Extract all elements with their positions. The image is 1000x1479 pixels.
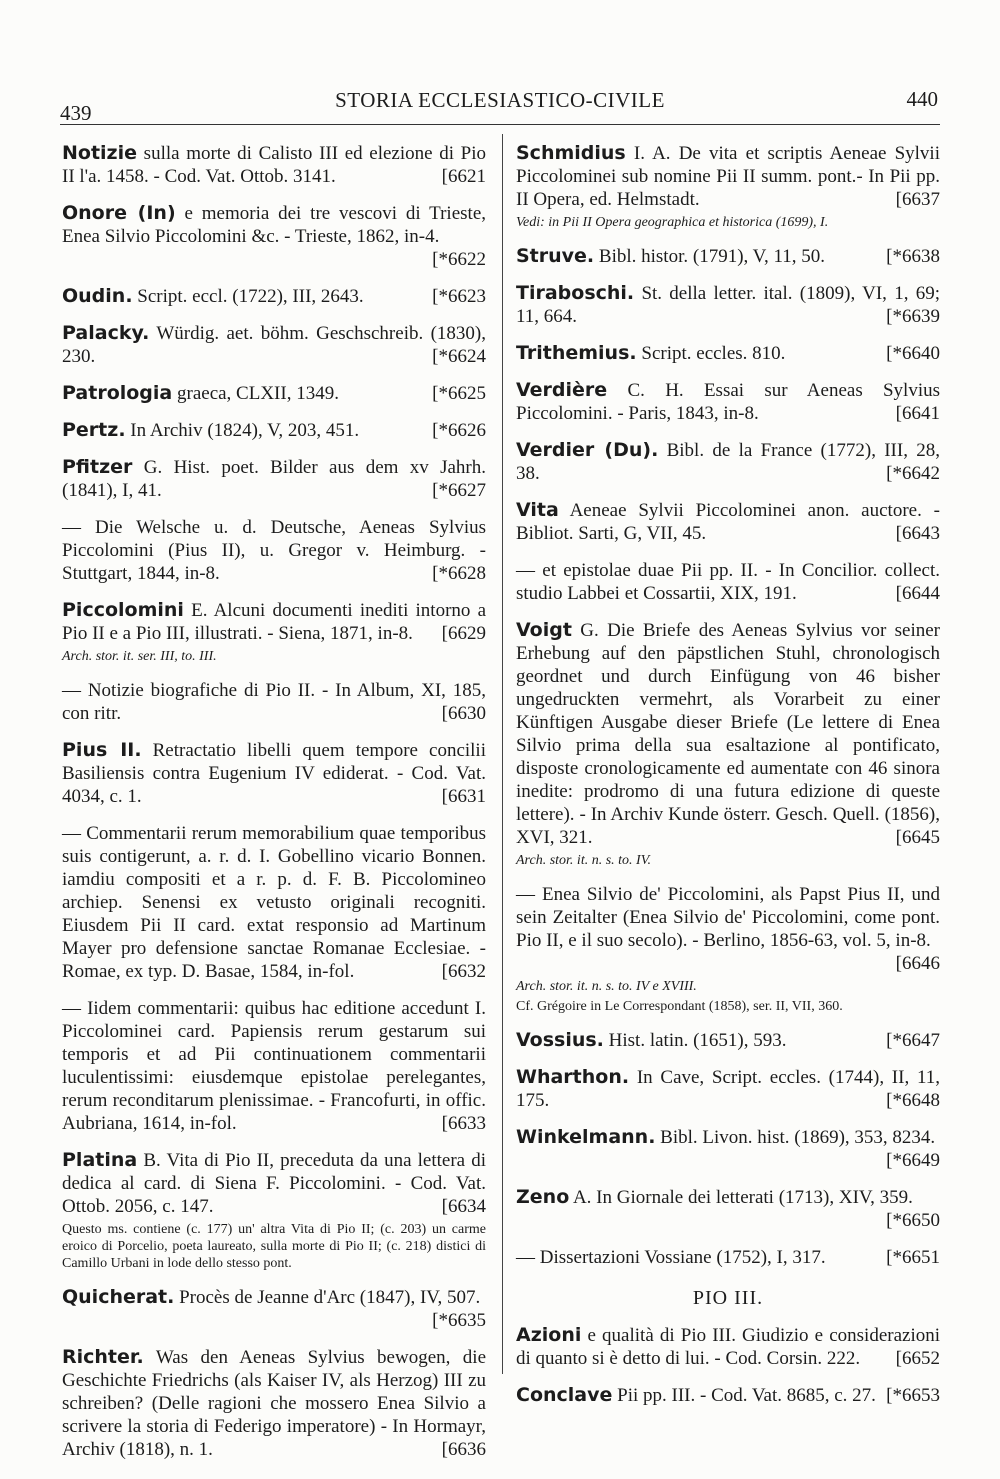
entry-body (516, 1126, 940, 1172)
entry-body (62, 516, 486, 585)
entry-heading: Voigt (516, 619, 572, 641)
entry-heading: Vossius. (516, 1029, 604, 1051)
entry-heading: Oudin. (62, 285, 133, 307)
entry-text: Retractatio libelli quem tempore concilii Basiliensis contra Eugenium IV ediderat. - Cod. Vat. 4034, c. 1. (62, 740, 486, 807)
entry-text: Bibl. Livon. hist. (1869), 353, 8234. (660, 1127, 936, 1148)
entry-body (62, 599, 486, 645)
bibliography-entry (516, 559, 940, 605)
entry-heading: Conclave (516, 1384, 613, 1406)
entry-body (516, 619, 940, 849)
entry-heading: Onore (In) (62, 202, 176, 224)
bibliography-entry (516, 619, 940, 869)
entry-note: Cf. Grégoire in Le Correspondant (1858), ser. II, VII, 360. (516, 999, 843, 1014)
page-number-left: 439 (60, 101, 92, 125)
entry-text: Was den Aeneas Sylvius bewogen, die Geschichte Friedrichs (als Kaiser IV, als Herzog) III zu schreiben? (Delle ragioni che mossero Enea Silvio a scrivere la storia di Federigo imperatore) - In Hormayr, Archiv (1818), n. 1. (62, 1347, 486, 1460)
entry-number: [6644 (895, 583, 940, 604)
entry-heading: Vita (516, 499, 559, 521)
bibliography-entry (62, 822, 486, 983)
bibliography-entry (62, 599, 486, 665)
bibliography-entry (62, 456, 486, 502)
column-divider (502, 134, 503, 1374)
bibliography-entry (62, 1149, 486, 1272)
entry-number: [6646 (895, 953, 940, 974)
entry-body (516, 342, 940, 365)
page-number-right: 440 (906, 87, 938, 111)
entry-heading: Zeno (516, 1186, 570, 1208)
entry-number: [*6642 (886, 463, 940, 484)
entry-body (62, 142, 486, 188)
entry-heading: Azioni (516, 1324, 582, 1346)
bibliography-entry (516, 499, 940, 545)
entry-body (62, 456, 486, 502)
entry-text: A. In Giornale dei letterati (1713), XIV, 359. (572, 1187, 913, 1208)
entry-text: — Enea Silvio de' Piccolomini, als Papst Pius II, und sein Zeitalter (Enea Silvio de' Piccolomini, come pont. Pio II, e il suo secolo). - Berlino, 1856-63, vol. 5, in-8. (516, 884, 940, 951)
entry-body (516, 245, 940, 268)
bibliography-entry (516, 1246, 940, 1269)
entry-text: G. Hist. poet. Bilder aus dem xv Jahrh. (1841), I, 41. (62, 457, 487, 501)
entry-heading: Platina (62, 1149, 138, 1171)
entry-heading: Patrologia (62, 382, 173, 404)
entry-heading: Pfitzer (62, 456, 133, 478)
entry-body (516, 499, 940, 545)
entry-text: Procès de Jeanne d'Arc (1847), IV, 507. (179, 1287, 481, 1308)
entry-text: Script. eccles. 810. (641, 343, 786, 364)
header-rule (60, 124, 940, 125)
entry-heading: Tiraboschi. (516, 282, 635, 304)
bibliography-entry (62, 1346, 486, 1461)
entry-text: — Dissertazioni Vossiane (1752), I, 317. (516, 1247, 826, 1268)
entry-number: [*6635 (432, 1310, 486, 1331)
entry-body (62, 419, 486, 442)
entry-body (516, 439, 940, 485)
entry-number: [6632 (441, 961, 486, 982)
entry-number: [*6626 (432, 420, 486, 441)
entry-number: [*6648 (886, 1090, 940, 1111)
bibliography-entry (516, 379, 940, 425)
entry-number: [6652 (895, 1348, 940, 1369)
bibliography-entry (62, 142, 486, 188)
entry-heading: Notizie (62, 142, 138, 164)
entry-text: In Cave, Script. eccles. (1744), II, 11, 175. (516, 1067, 940, 1111)
bibliography-entry (516, 142, 940, 231)
entry-number: [6637 (895, 189, 940, 210)
entry-number: [6634 (441, 1196, 486, 1217)
bibliography-entry (62, 679, 486, 725)
entry-number: [*6650 (886, 1210, 940, 1231)
entry-note: Arch. stor. it. n. s. to. IV e XVIII. (516, 979, 697, 994)
bibliography-entry (516, 1029, 940, 1052)
entry-text: E. Alcuni documenti inediti intorno a Pio II e a Pio III, illustrati. - Siena, 1871, in-8. (62, 600, 487, 644)
entry-body (62, 1286, 486, 1332)
bibliography-entry (62, 382, 486, 405)
entry-text: Bibl. histor. (1791), V, 11, 50. (598, 246, 825, 267)
bibliography-entry (516, 883, 940, 1015)
entry-text: Aeneae Sylvii Piccolominei anon. auctore. - Bibliot. Sarti, G, VII, 45. (516, 500, 940, 544)
entry-text: — Die Welsche u. d. Deutsche, Aeneas Sylvius Piccolomini (Pius II), u. Gregor v. Heimburg. - Stuttgart, 1844, in-8. (62, 517, 486, 584)
entry-heading: Pius II. (62, 739, 142, 761)
bibliography-entry (62, 739, 486, 808)
entry-text: Script. eccl. (1722), III, 2643. (137, 286, 364, 307)
bibliography-entry (516, 342, 940, 365)
entry-body (516, 1246, 940, 1269)
entry-number: [*6624 (432, 346, 486, 367)
entry-number: [6630 (441, 703, 486, 724)
entry-body (516, 142, 940, 211)
entry-body (516, 1029, 940, 1052)
bibliography-entry (516, 1186, 940, 1232)
entry-heading: Richter. (62, 1346, 144, 1368)
entry-number: [*6653 (886, 1385, 940, 1406)
left-column (62, 128, 486, 1461)
bibliography-entry (62, 516, 486, 585)
entry-body (516, 883, 940, 975)
entry-note: Questo ms. contiene (c. 177) un' altra Vita di Pio II; (c. 203) un carme eroico di Porcelio, poeta laureato, sulla morte di Pio II; (c. 218) distici di Camillo Urbani in lode dello stesso pont. (62, 1222, 486, 1271)
entry-number: [*6623 (432, 286, 486, 307)
entry-heading: Pertz. (62, 419, 126, 441)
entry-number: [6633 (441, 1113, 486, 1134)
running-title: STORIA ECCLESIASTICO-CIVILE (335, 88, 665, 112)
entry-number: [6641 (895, 403, 940, 424)
entry-body (62, 1149, 486, 1218)
entry-heading: Winkelmann. (516, 1126, 656, 1148)
entry-text: — Notizie biografiche di Pio II. - In Album, XI, 185, con ritr. (62, 680, 486, 724)
entry-text: sulla morte di Calisto III ed elezione di Pio II l'a. 1458. - Cod. Vat. Ottob. 3141. (62, 143, 486, 187)
page-header (0, 0, 1000, 130)
bibliography-entry (516, 1384, 940, 1407)
bibliography-entry (62, 285, 486, 308)
entry-body (62, 202, 486, 271)
entry-text: graeca, CLXII, 1349. (177, 383, 339, 404)
entry-number: [*6628 (432, 563, 486, 584)
entry-heading: Palacky. (62, 322, 150, 344)
entry-heading: Wharthon. (516, 1066, 630, 1088)
entry-text: G. Die Briefe des Aeneas Sylvius vor seiner Erhebung auf den päpstlichen Stuhl, chronologisch geordnet und durch Einfügung von 46 bisher ungedruckten vermehrt, als Vorarbeit zu einer Künftigen Ausgabe dieser Briefe (Le lettere di Enea Silvio prima della sua esaltazione al pontificato, disposte cronologicamente ed aumentate con 46 sinora inedite: prodromo di una futura edizione di queste lettere). - In Archiv Kunde österr. Gesch. Quell. (1856), XVI, 321. (516, 620, 940, 848)
entry-number: [*6638 (886, 246, 940, 267)
bibliography-entry (516, 245, 940, 268)
entry-body (62, 997, 486, 1135)
entry-body (516, 1324, 940, 1370)
entry-number: [*6622 (432, 249, 486, 270)
bibliography-entry (516, 439, 940, 485)
entry-text: I. A. De vita et scriptis Aeneae Sylvii Piccolominei sub nomine Pii II summ. pont.- In Pii pp. II Opera, ed. Helmstadt. (516, 143, 940, 210)
entry-body (516, 559, 940, 605)
entry-heading: Schmidius (516, 142, 626, 164)
entry-text: In Archiv (1824), V, 203, 451. (130, 420, 360, 441)
entry-body (62, 382, 486, 405)
entry-note: Arch. stor. it. ser. III, to. III. (62, 649, 217, 664)
entry-body (62, 679, 486, 725)
entry-number: [6631 (441, 786, 486, 807)
entry-heading: Struve. (516, 245, 595, 267)
entry-body (62, 822, 486, 983)
entry-text: Würdig. aet. böhm. Geschschreib. (1830), 230. (62, 323, 486, 367)
bibliography-entry (516, 1066, 940, 1112)
entry-body (516, 1066, 940, 1112)
bibliography-entry (62, 1286, 486, 1332)
entry-body (62, 322, 486, 368)
entry-number: [*6627 (432, 480, 486, 501)
bibliography-entry (516, 282, 940, 328)
entry-number: [*6639 (886, 306, 940, 327)
bibliography-entry (62, 419, 486, 442)
entry-body (516, 282, 940, 328)
right-column (516, 128, 940, 1407)
entry-text: B. Vita di Pio II, preceduta da una lettera di dedica al card. di Siena F. Piccolomini. - Cod. Vat. Ottob. 2056, c. 147. (62, 1150, 486, 1217)
entry-number: [*6649 (886, 1150, 940, 1171)
entry-heading: Verdière (516, 379, 608, 401)
entry-heading: Trithemius. (516, 342, 637, 364)
entry-heading: Piccolomini (62, 599, 184, 621)
bibliography-entry (62, 202, 486, 271)
entry-text: Hist. latin. (1651), 593. (608, 1030, 787, 1051)
bibliography-entry (516, 1126, 940, 1172)
entry-text: — Iidem commentarii: quibus hac editione accedunt I. Piccolominei card. Papiensis rerum gestarum sui temporis et ad Pii continuationem commentarii luculentissimi: eiusdemque epistolae perelegantes, rerum reconditarum plenissimae. - Francofurti, in offic. Aubriana, 1614, in-fol. (62, 998, 486, 1134)
entry-note: Vedi: in Pii II Opera geographica et historica (1699), I. (516, 215, 829, 230)
entry-heading: Verdier (Du). (516, 439, 659, 461)
entry-text: e qualità di Pio III. Giudizio e considerazioni di quanto si è detto di lui. - Cod. Corsin. 222. (516, 1325, 940, 1369)
entry-text: Bibl. de la France (1772), III, 28, 38. (516, 440, 940, 484)
entry-text: St. della letter. ital. (1809), VI, 1, 69; 11, 664. (516, 283, 940, 327)
entry-note: Arch. stor. it. n. s. to. IV. (516, 853, 651, 868)
entry-number: [6629 (441, 623, 486, 644)
entry-number: [*6625 (432, 383, 486, 404)
bibliography-entry (516, 1324, 940, 1370)
entry-text: Pii pp. III. - Cod. Vat. 8685, c. 27. (617, 1385, 876, 1406)
entry-text: — et epistolae duae Pii pp. II. - In Concilior. collect. studio Labbei et Cossartii, XIX, 191. (516, 560, 940, 604)
entry-body (62, 285, 486, 308)
entry-text: e memoria dei tre vescovi di Trieste, Enea Silvio Piccolomini &c. - Trieste, 1862, in-4. (62, 203, 487, 247)
entry-text: — Commentarii rerum memorabilium quae temporibus suis contigerunt, a. r. d. I. Gobellino vicario Bonnen. iamdiu compositi et a r. p. d. F. B. Piccolomineo archiep. Senensi ex vetusto originali recogniti. Eiusdem Pii II card. extat responsio ad Martinum Mayer pro defensione sanctae Romanae Ecclesiae. - Romae, ex typ. D. Basae, 1584, in-fol. (62, 823, 486, 982)
entry-heading: Quicherat. (62, 1286, 175, 1308)
entry-body (516, 1384, 940, 1407)
entry-body (516, 379, 940, 425)
entry-number: [*6651 (886, 1247, 940, 1268)
entry-number: [6621 (441, 166, 486, 187)
section-title: PIO III. (692, 1287, 764, 1309)
bibliography-entry (62, 997, 486, 1135)
entry-number: [*6640 (886, 343, 940, 364)
entry-number: [6636 (441, 1439, 486, 1460)
entry-text: C. H. Essai sur Aeneas Sylvius Piccolomini. - Paris, 1843, in-8. (516, 380, 941, 424)
bibliography-entry (62, 322, 486, 368)
entry-number: [*6647 (886, 1030, 940, 1051)
entry-body (516, 1186, 940, 1232)
entry-number: [6645 (895, 827, 940, 848)
entry-body (62, 1346, 486, 1461)
entry-number: [6643 (895, 523, 940, 544)
entry-body (62, 739, 486, 808)
